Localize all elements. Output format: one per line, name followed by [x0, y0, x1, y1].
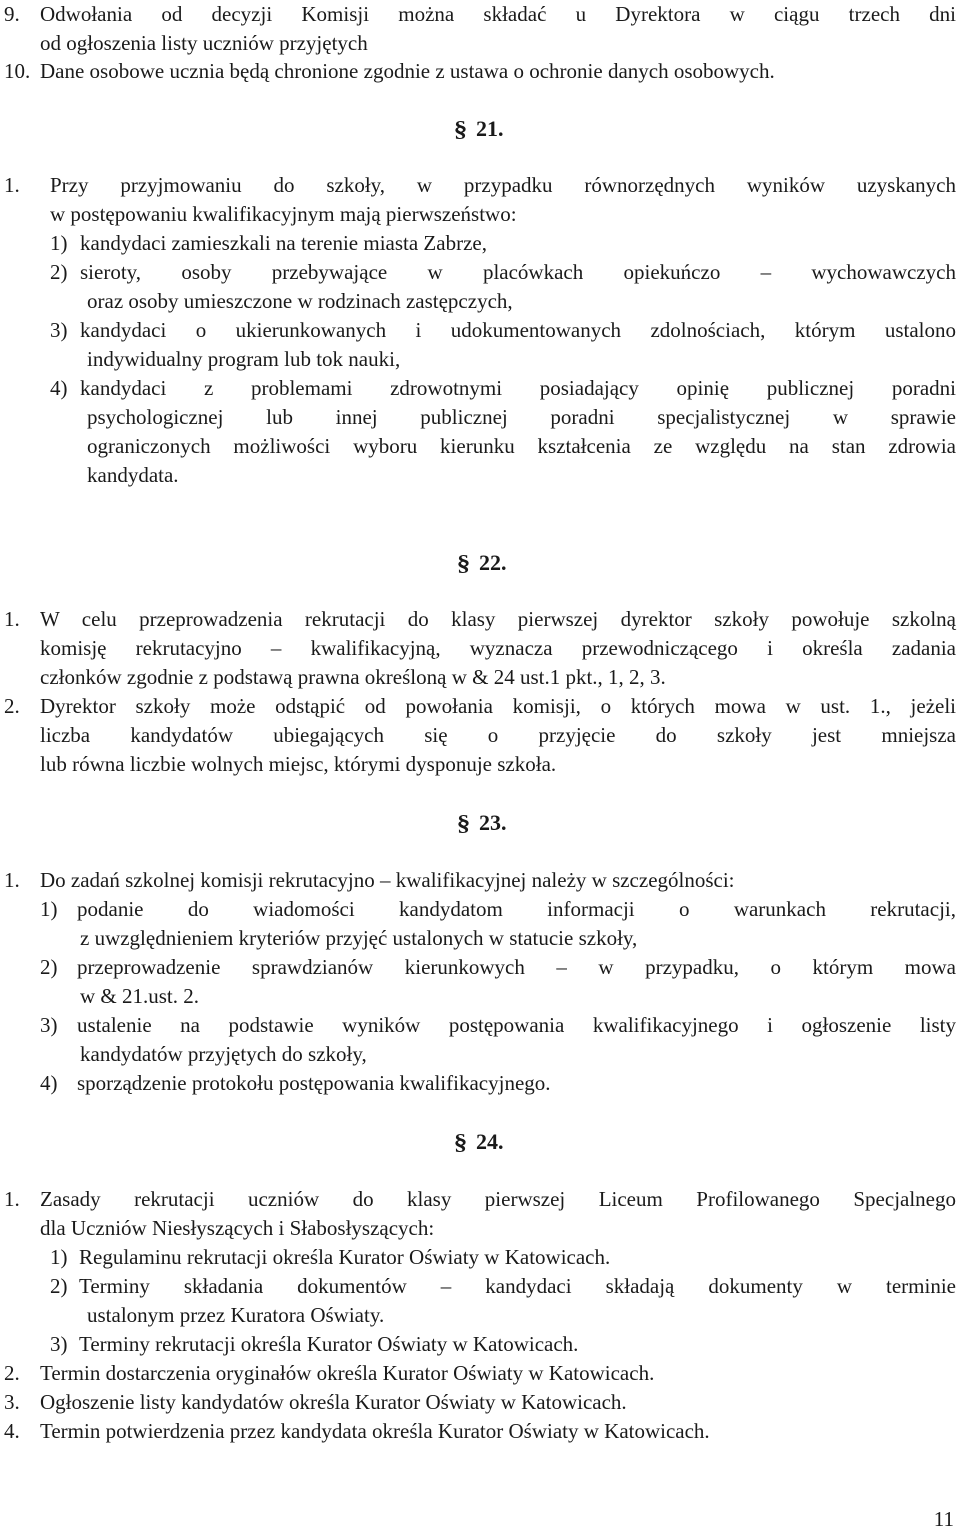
list-item	[0, 258, 960, 287]
list-item	[0, 229, 960, 258]
list-item	[0, 1330, 960, 1359]
section-number: 21.	[476, 116, 504, 141]
paragraph-text: Ogłoszenie listy kandydatów określa Kurator Oświaty w Katowicach.	[40, 1390, 627, 1414]
paragraph-sign-icon: §	[453, 1129, 468, 1154]
item-number: 1.	[4, 607, 20, 631]
list-item-continuation	[0, 345, 960, 374]
item-text: sporządzenie protokołu postępowania kwalifikacyjnego.	[77, 1071, 551, 1095]
paragraph	[0, 1388, 960, 1417]
list-item-continuation	[0, 924, 960, 953]
list-item-continuation	[0, 287, 960, 316]
item-number: 1.	[4, 1187, 20, 1211]
item-text: kandydaci zamieszkali na terenie miasta Zabrze,	[80, 231, 487, 255]
paragraph-text: w postępowaniu kwalifikacyjnym mają pierwszeństwo:	[50, 202, 517, 226]
item-number: 1)	[50, 231, 68, 255]
list-item-continuation	[0, 1301, 960, 1330]
item-number: 4)	[50, 376, 68, 400]
item-text: indywidualny program lub tok nauki,	[87, 347, 401, 371]
item-number: 1.	[4, 868, 20, 892]
list-item-continuation	[0, 982, 960, 1011]
item-text: Terminy składania dokumentów – kandydaci składają dokumenty w terminie	[79, 1274, 956, 1298]
paragraph	[0, 1185, 960, 1214]
item-number: 3)	[40, 1013, 58, 1037]
item-text: z uwzględnieniem kryteriów przyjęć ustalonych w statucie szkoły,	[80, 926, 638, 950]
paragraph-text: Dyrektor szkoły może odstąpić od powołania komisji, o których mowa w ust. 1., jeżeli	[40, 694, 956, 718]
item-number: 4)	[40, 1071, 58, 1095]
paragraph-text: Do zadań szkolnej komisji rekrutacyjno – kwalifikacyjnej należy w szczególności:	[40, 868, 735, 892]
item-number: 2)	[50, 1274, 68, 1298]
item-text: oraz osoby umieszczone w rodzinach zastępczych,	[87, 289, 513, 313]
paragraph	[0, 171, 960, 200]
item-text: przeprowadzenie sprawdzianów kierunkowych – w przypadku, o którym mowa	[77, 955, 956, 979]
item-text: w & 21.ust. 2.	[80, 984, 200, 1008]
paragraph-text: Termin potwierdzenia przez kandydata określa Kurator Oświaty w Katowicach.	[40, 1419, 710, 1443]
item-text: Terminy rekrutacji określa Kurator Oświaty w Katowicach.	[79, 1332, 579, 1356]
list-item-continuation	[0, 461, 960, 490]
list-item	[0, 374, 960, 403]
paragraph	[0, 605, 960, 634]
item-number: 9.	[4, 2, 20, 26]
list-item	[0, 1243, 960, 1272]
paragraph-text: Przy przyjmowaniu do szkoły, w przypadku równorzędnych wyników uzyskanych	[50, 173, 956, 197]
paragraph-sign-icon: §	[456, 810, 471, 835]
list-item	[0, 1069, 960, 1098]
paragraph-text: członków zgodnie z podstawą prawna określoną w & 24 ust.1 pkt., 1, 2, 3.	[40, 665, 666, 689]
section-heading-23	[458, 808, 507, 838]
item-number: 2)	[50, 260, 68, 284]
paragraph-text: lub równa liczbie wolnych miejsc, którymi dysponuje szkoła.	[40, 752, 557, 776]
paragraph-continuation	[0, 200, 960, 229]
section-heading-24	[455, 1127, 504, 1157]
paragraph	[0, 692, 960, 721]
section-heading-21	[455, 114, 504, 144]
paragraph-sign-icon: §	[453, 116, 468, 141]
item-number: 2.	[4, 694, 20, 718]
item-text: Dane osobowe ucznia będą chronione zgodnie z ustawa o ochronie danych osobowych.	[40, 59, 775, 83]
item-text: ustalenie na podstawie wyników postępowania kwalifikacyjnego i ogłoszenie listy	[77, 1013, 956, 1037]
item-text: sieroty, osoby przebywające w placówkach opiekuńczo – wychowawczych	[80, 260, 956, 284]
item-number: 1.	[4, 173, 20, 197]
paragraph-text: Zasady rekrutacji uczniów do klasy pierwszej Liceum Profilowanego Specjalnego	[40, 1187, 956, 1211]
item-text: Odwołania od decyzji Komisji można składać u Dyrektora w ciągu trzech dni	[40, 2, 956, 26]
item-number: 2)	[40, 955, 58, 979]
list-item-continuation	[0, 403, 960, 432]
item-number: 1)	[50, 1245, 68, 1269]
item-text: ograniczonych możliwości wyboru kierunku kształcenia ze względu na stan zdrowia	[87, 434, 956, 458]
item-text: podanie do wiadomości kandydatom informacji o warunkach rekrutacji,	[77, 897, 956, 921]
paragraph-text: liczba kandydatów ubiegających się o przyjęcie do szkoły jest mniejsza	[40, 723, 956, 747]
list-item	[0, 953, 960, 982]
page-number: 11	[933, 1507, 954, 1531]
section-number: 24.	[476, 1129, 504, 1154]
item-number: 10.	[4, 59, 31, 83]
item-number: 3.	[4, 1390, 20, 1414]
item-number: 2.	[4, 1361, 20, 1385]
paragraph	[0, 866, 960, 895]
list-item-continuation	[0, 29, 960, 58]
section-number: 22.	[479, 550, 507, 575]
paragraph-text: W celu przeprowadzenia rekrutacji do klasy pierwszej dyrektor szkoły powołuje szkolną	[40, 607, 956, 631]
item-text: ustalonym przez Kuratora Oświaty.	[87, 1303, 385, 1327]
paragraph-continuation	[0, 721, 960, 750]
list-item	[0, 1272, 960, 1301]
item-text: od ogłoszenia listy uczniów przyjętych	[40, 31, 368, 55]
item-text: kandydatów przyjętych do szkoły,	[80, 1042, 367, 1066]
item-text: kandydaci z problemami zdrowotnymi posiadający opinię publicznej poradni	[80, 376, 956, 400]
section-number: 23.	[479, 810, 507, 835]
item-text: Regulaminu rekrutacji określa Kurator Oświaty w Katowicach.	[79, 1245, 611, 1269]
list-item-continuation	[0, 432, 960, 461]
item-number: 4.	[4, 1419, 20, 1443]
paragraph-continuation	[0, 750, 960, 779]
paragraph-continuation	[0, 634, 960, 663]
paragraph-continuation	[0, 1214, 960, 1243]
paragraph-text: Termin dostarczenia oryginałów określa Kurator Oświaty w Katowicach.	[40, 1361, 655, 1385]
paragraph-text: dla Uczniów Niesłyszących i Słabosłyszących:	[40, 1216, 435, 1240]
paragraph	[0, 1417, 960, 1446]
paragraph-continuation	[0, 663, 960, 692]
list-item	[0, 1011, 960, 1040]
item-number: 3)	[50, 1332, 68, 1356]
list-item	[0, 57, 960, 86]
list-item	[0, 316, 960, 345]
section-heading-22	[458, 548, 507, 578]
paragraph	[0, 1359, 960, 1388]
item-number: 1)	[40, 897, 58, 921]
item-text: kandydata.	[87, 463, 179, 487]
list-item	[0, 895, 960, 924]
paragraph-text: komisję rekrutacyjno – kwalifikacyjną, wyznacza przewodniczącego i określa zadania	[40, 636, 956, 660]
item-number: 3)	[50, 318, 68, 342]
paragraph-sign-icon: §	[456, 550, 471, 575]
list-item	[0, 0, 960, 29]
list-item-continuation	[0, 1040, 960, 1069]
item-text: psychologicznej lub innej publicznej poradni specjalistycznej w sprawie	[87, 405, 956, 429]
item-text: kandydaci o ukierunkowanych i udokumentowanych zdolnościach, którym ustalono	[80, 318, 956, 342]
